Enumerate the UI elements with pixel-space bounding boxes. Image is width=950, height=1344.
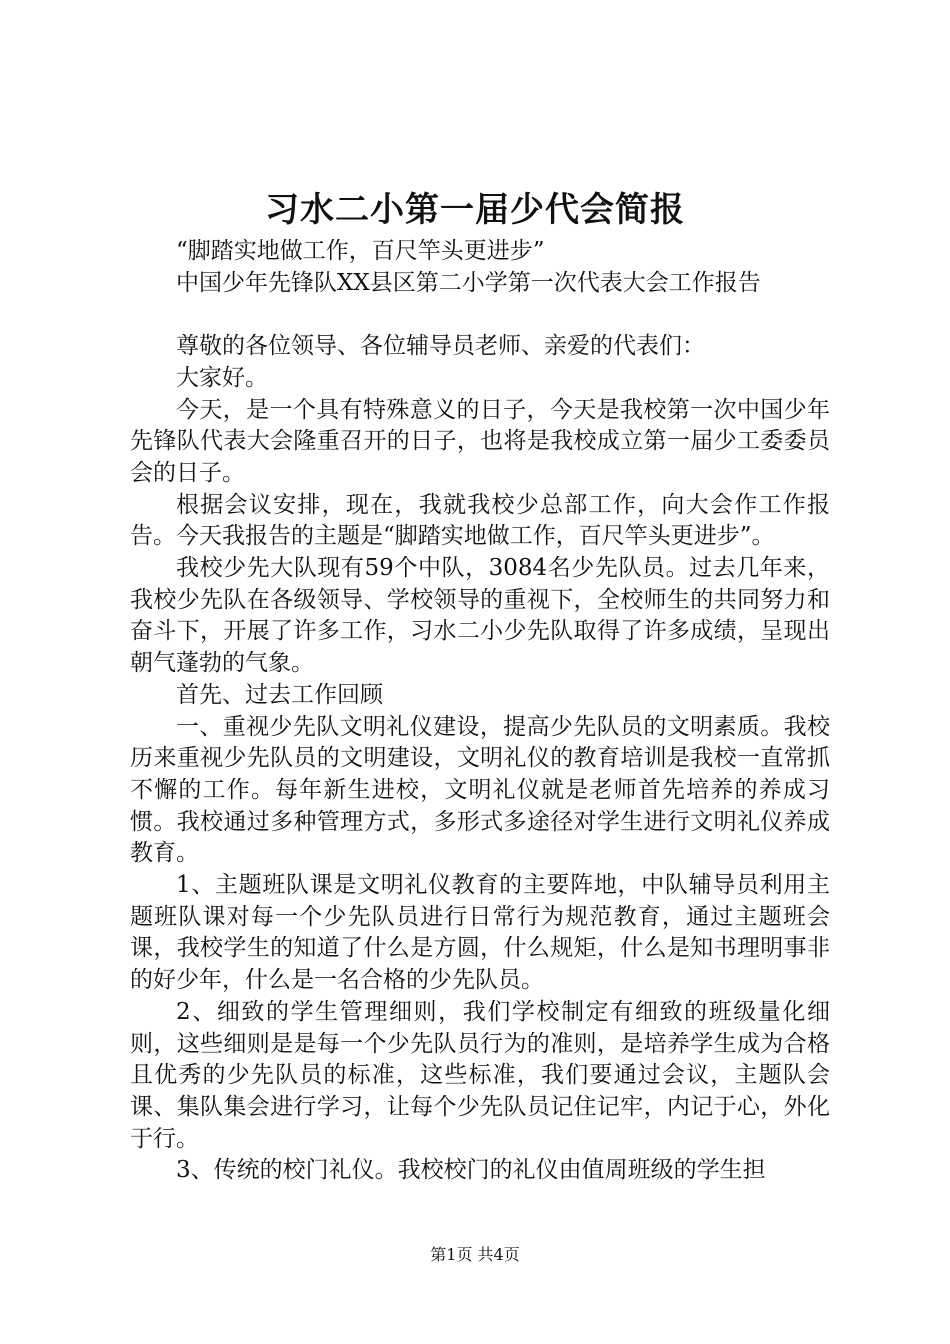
motto-line: “脚踏实地做工作，百尺竿头更进步” <box>176 238 545 264</box>
section-heading: 首先、过去工作回顾 <box>176 681 383 708</box>
blank-line <box>130 299 830 331</box>
paragraph: 1、主题班队课是文明礼仪教育的主要阵地，中队辅导员利用主题班队课对每一个少先队员进行日常行为规范教育，通过主题班会课，我校学生的知道了什么是方圆，什么规矩，什么是知书理明事非的好少年，什么是一名合格的少先队员。 <box>130 872 830 994</box>
paragraph: 3、传统的校门礼仪。我校校门的礼仪由值周班级的学生担 <box>176 1157 766 1184</box>
page-footer: 第1页 共4页 <box>430 1245 520 1264</box>
report-title-line: 中国少年先锋队XX县区第二小学第一次代表大会工作报告 <box>176 269 761 296</box>
paragraph: 我校少先大队现有59个中队，3084名少先队员。过去几年来，我校少先队在各级领导、学校领导的重视下，全校师生的共同努力和奋斗下，开展了许多工作，习水二小少先队取得了许多成绩，呈现出朝气蓬勃的气象。 <box>130 555 830 677</box>
paragraph: 根据会议安排，现在，我就我校少总部工作，向大会作工作报告。今天我报告的主题是“脚踏实地做工作，百尺竿头更进步”。 <box>130 491 830 550</box>
paragraph: 一、重视少先队文明礼仪建设，提高少先队员的文明素质。我校历来重视少先队员的文明建设，文明礼仪的教育培训是我校一直常抓不懈的工作。每年新生进校，文明礼仪就是老师首先培养的养成习惯。我校通过多种管理方式，多形式多途径对学生进行文明礼仪养成教育。 <box>130 713 830 867</box>
document-body <box>130 236 830 1187</box>
paragraph: 2、细致的学生管理细则，我们学校制定有细致的班级量化细则，这些细则是是每一个少先队员行为的准则，是培养学生成为合格且优秀的少先队员的标准，这些标准，我们要通过会议，主题队会课、集队集会进行学习，让每个少先队员记住记牢，内记于心，外化于行。 <box>130 998 830 1152</box>
document-title: 习水二小第一届少代会简报 <box>265 190 685 230</box>
salutation: 尊敬的各位领导、各位辅导员老师、亲爱的代表们： <box>176 333 705 360</box>
greeting: 大家好。 <box>176 364 268 391</box>
paragraph: 今天，是一个具有特殊意义的日子，今天是我校第一次中国少年先锋队代表大会隆重召开的日子，也将是我校成立第一届少工委委员会的日子。 <box>130 396 830 486</box>
